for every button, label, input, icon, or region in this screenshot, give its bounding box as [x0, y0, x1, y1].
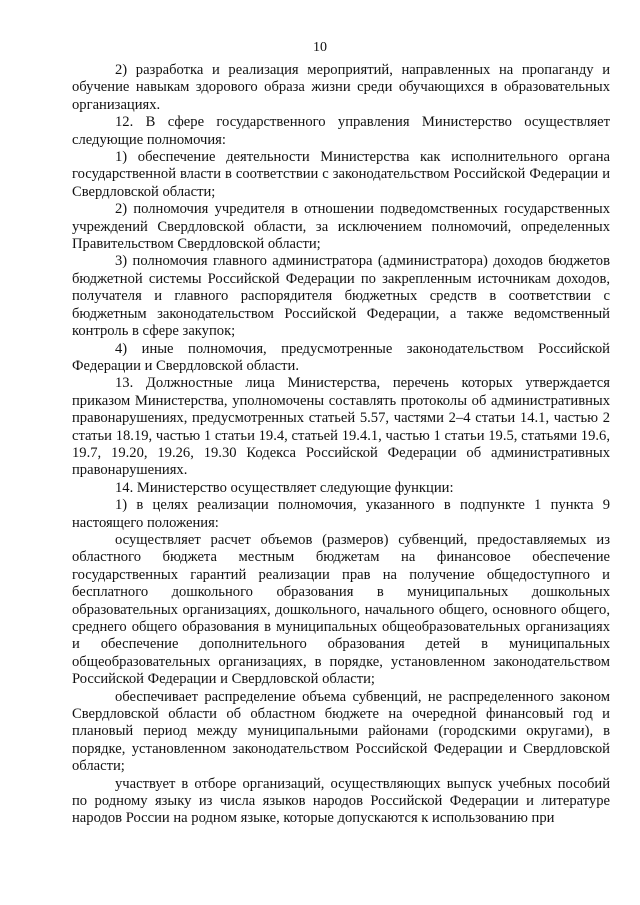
paragraph-14: 14. Министерство осуществляет следующие функции:: [115, 479, 454, 496]
page-number: 10: [313, 40, 327, 55]
document-body: [72, 62, 610, 828]
paragraph-13: 13. Должностные лица Министерства, перечень которых утверждается приказом Министерства, уполномочены составлять протоколы об административных правонарушениях, предусмотренных статьей 5.57, частями 2–4 статьи 14.1, частью 2 статьи 18.19, частью 1 статьи 19.4, статьей 19.4.1, частью 1 статьи 19.5, статьями 19.6, 19.7, 19.20, 19.26, 19.30 Кодекса Российской Федерации об административных правонарушениях.: [72, 375, 610, 479]
paragraph-14-1: 1) в целях реализации полномочия, указанного в подпункте 1 пункта 9 настоящего положения:: [72, 497, 610, 531]
paragraph-14-1-selection: участвует в отборе организаций, осуществляющих выпуск учебных пособий по родному языку из числа языков народов Российской Федерации и литературе народов России на родном языке, которые допускаются к использованию при: [72, 775, 610, 827]
paragraph-12: 12. В сфере государственного управления Министерство осуществляет следующие полномочия:: [72, 114, 610, 148]
paragraph-14-1-calc: осуществляет расчет объемов (размеров) субвенций, предоставляемых из областного бюджета местным бюджетам на финансовое обеспечение государственных гарантий реализации прав на получение общедоступного и бесплатного дошкольного образования в муниципальных дошкольных образовательных организациях, дошкольного, начального общего, основного общего, среднего общего образования в муниципальных общеобразовательных организациях и обеспечение дополнительного образования детей в муниципальных общеобразовательных организациях, в порядке, установленном законодательством Российской Федерации и Свердловской области;: [72, 531, 610, 688]
paragraph-12-1: 1) обеспечение деятельности Министерства как исполнительного органа государственной власти в соответствии с законодательством Российской Федерации и Свердловской области;: [72, 149, 610, 200]
paragraph-14-1-distribution: обеспечивает распределение объема субвенций, не распределенного законом Свердловской области об областном бюджете на очередной финансовый год и плановый период между муниципальными районами (городскими округами), в порядке, установленном законодательством Российской Федерации и Свердловской области;: [72, 688, 610, 775]
paragraph-11-2: 2) разработка и реализация мероприятий, направленных на пропаганду и обучение навыкам здорового образа жизни среди обучающихся в образовательных организациях.: [72, 62, 610, 113]
paragraph-12-3: 3) полномочия главного администратора (администратора) доходов бюджетов бюджетной системы Российской Федерации по закрепленным источникам доходов, получателя и главного распорядителя бюджетных средств в соответствии с бюджетным законодательством Российской Федерации, а также ведомственный контроль в сфере закупок;: [72, 253, 610, 340]
paragraph-12-2: 2) полномочия учредителя в отношении подведомственных государственных учреждений Свердловской области, за исключением полномочий, определенных Правительством Свердловской области;: [72, 201, 610, 253]
paragraph-12-4: 4) иные полномочия, предусмотренные законодательством Российской Федерации и Свердловской области.: [72, 340, 610, 374]
